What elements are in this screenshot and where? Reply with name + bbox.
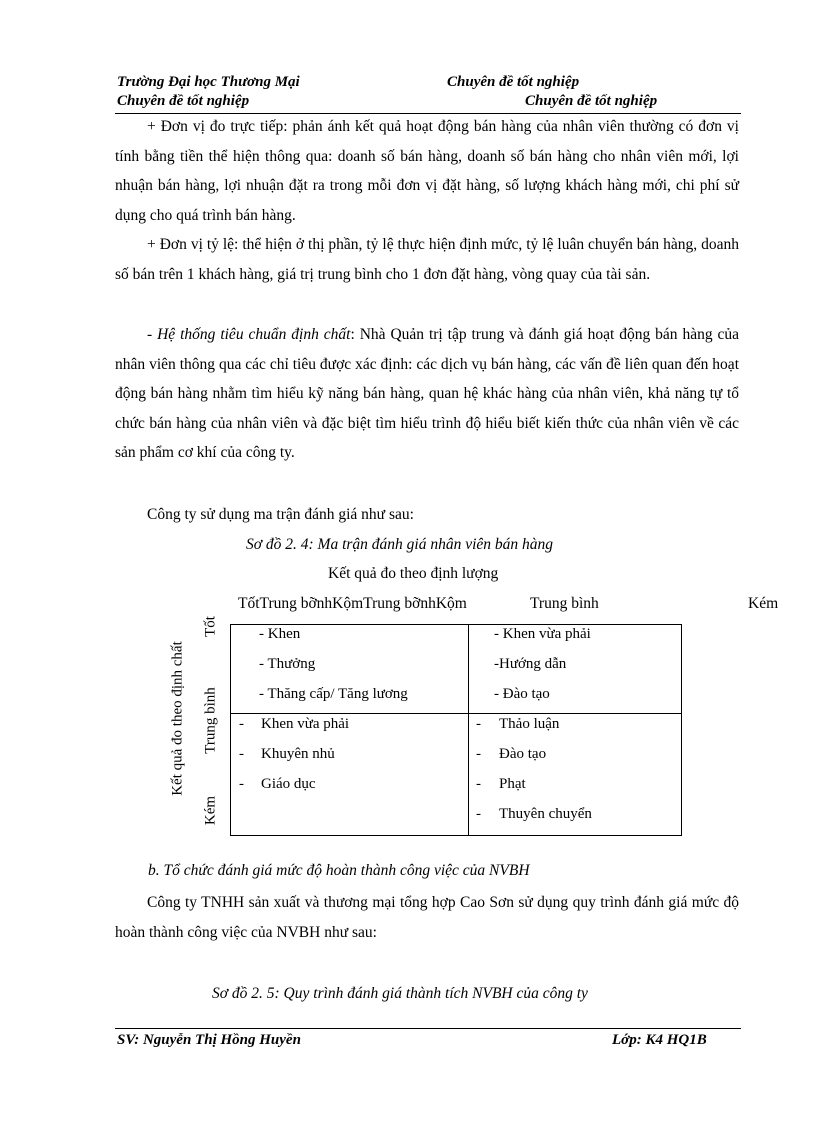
header-doc-type-right: Chuyên đề tốt nghiệp (525, 93, 658, 109)
cell-br-item: Đào tạo (499, 746, 547, 762)
footer-student: SV: Nguyễn Thị Hồng Huyền (117, 1032, 301, 1048)
cell-tr-item: -Hướng dẫn (494, 656, 567, 672)
matrix-top-axis-right: Kém (748, 595, 779, 612)
matrix-level-average: Trung bình (202, 687, 219, 754)
header-doc-type: Chuyên đề tốt nghiệp (447, 74, 580, 90)
cell-br-item: Phạt (499, 776, 526, 792)
cell-tr-item: - Đào tạo (494, 686, 550, 702)
cell-tl-item: - Khen (259, 626, 301, 642)
matrix-left-axis-title: Kết quả đo theo định chất (169, 641, 186, 796)
paragraph-ratio-measure: + Đơn vị tỷ lệ: thể hiện ở thị phần, tỷ lệ thực hiện định mức, tỷ lệ luân chuyển bán hàng, doanh số bán trên 1 khách hàng, giá trị trung bình cho 1 đơn đặt hàng, vòng quay của tài sản. (115, 236, 739, 283)
cell-br-bullet: - (476, 716, 481, 732)
cell-bl-item: Khen vừa phải (261, 716, 350, 732)
paragraph-qualitative-standards: - Hệ thống tiêu chuẩn định chất: Nhà Quản trị tập trung và đánh giá hoạt động bán hàng của nhân viên thông qua các chỉ tiêu được xác định: các dịch vụ bán hàng, các vấn đề liên quan đến hoạt động bán hàng nhằm tìm hiểu kỹ năng bán hàng, quan hệ khác hàng của nhân viên, khả năng tự tổ chức bán hàng của nhân viên và đặc biệt tìm hiểu trình độ hiểu biết kiến thức của nhân viên về các sản phẩm cơ khí của công ty. (115, 326, 740, 461)
diagram-caption-2-4: Sơ đồ 2. 4: Ma trận đánh giá nhân viên bán hàng (246, 536, 554, 553)
cell-bl-item: Giáo dục (261, 776, 316, 792)
cell-br-bullet: - (476, 746, 481, 762)
matrix-level-good: Tốt (202, 616, 219, 637)
matrix-top-axis-title: Kết quả đo theo định lượng (328, 565, 499, 582)
cell-tl-item: - Thăng cấp/ Tăng lương (259, 686, 408, 702)
footer-class: Lớp: K4 HQ1B (612, 1032, 707, 1048)
matrix-vertical-divider (468, 625, 469, 835)
cell-tr-item: - Khen vừa phải (494, 626, 591, 642)
header-doc-type-left: Chuyên đề tốt nghiệp (117, 93, 250, 109)
evaluation-matrix (230, 624, 682, 836)
cell-tl-item: - Thưởng (259, 656, 316, 672)
qualitative-standards-term: Hệ thống tiêu chuẩn định chất (157, 326, 351, 343)
footer-rule (115, 1028, 741, 1029)
paragraph-direct-measure: + Đơn vị đo trực tiếp: phản ánh kết quả hoạt động bán hàng của nhân viên thường có đơn vị tính bằng tiền thể hiện thông qua: doanh số bán hàng, doanh số bán hàng cho nhân viên mới, lợi nhuận bán hàng, lợi nhuận đặt ra trong mỗi đơn vị đặt hàng, số lượng khách hàng mới, chi phí sử dụng cho quá trình bán hàng. (115, 118, 739, 224)
matrix-horizontal-divider (231, 713, 681, 714)
section-b-heading: b. Tổ chức đánh giá mức độ hoàn thành công việc của NVBH (148, 862, 530, 879)
matrix-level-poor: Kém (202, 795, 219, 826)
cell-br-item: Thảo luận (499, 716, 560, 732)
diagram-caption-2-5: Sơ đồ 2. 5: Quy trình đánh giá thành tích NVBH của công ty (212, 985, 588, 1002)
cell-bl-bullet: - (239, 746, 244, 762)
cell-bl-bullet: - (239, 776, 244, 792)
cell-br-bullet: - (476, 806, 481, 822)
cell-bl-item: Khuyên nhủ (261, 746, 335, 762)
paragraph-section-b: Công ty TNHH sản xuất và thương mại tổng hợp Cao Sơn sử dụng quy trình đánh giá mức độ hoàn thành công việc của NVBH như sau: (115, 894, 739, 941)
matrix-top-axis-garbled: TốtTrung bỡnhKộmTrung bỡnhKộm (238, 595, 467, 612)
header-school: Trường Đại học Thương Mại (117, 74, 300, 90)
cell-br-item: Thuyên chuyển (499, 806, 592, 822)
matrix-top-axis-mid: Trung bình (530, 595, 599, 612)
paragraph-matrix-intro: Công ty sử dụng ma trận đánh giá như sau: (147, 506, 414, 523)
cell-bl-bullet: - (239, 716, 244, 732)
cell-br-bullet: - (476, 776, 481, 792)
